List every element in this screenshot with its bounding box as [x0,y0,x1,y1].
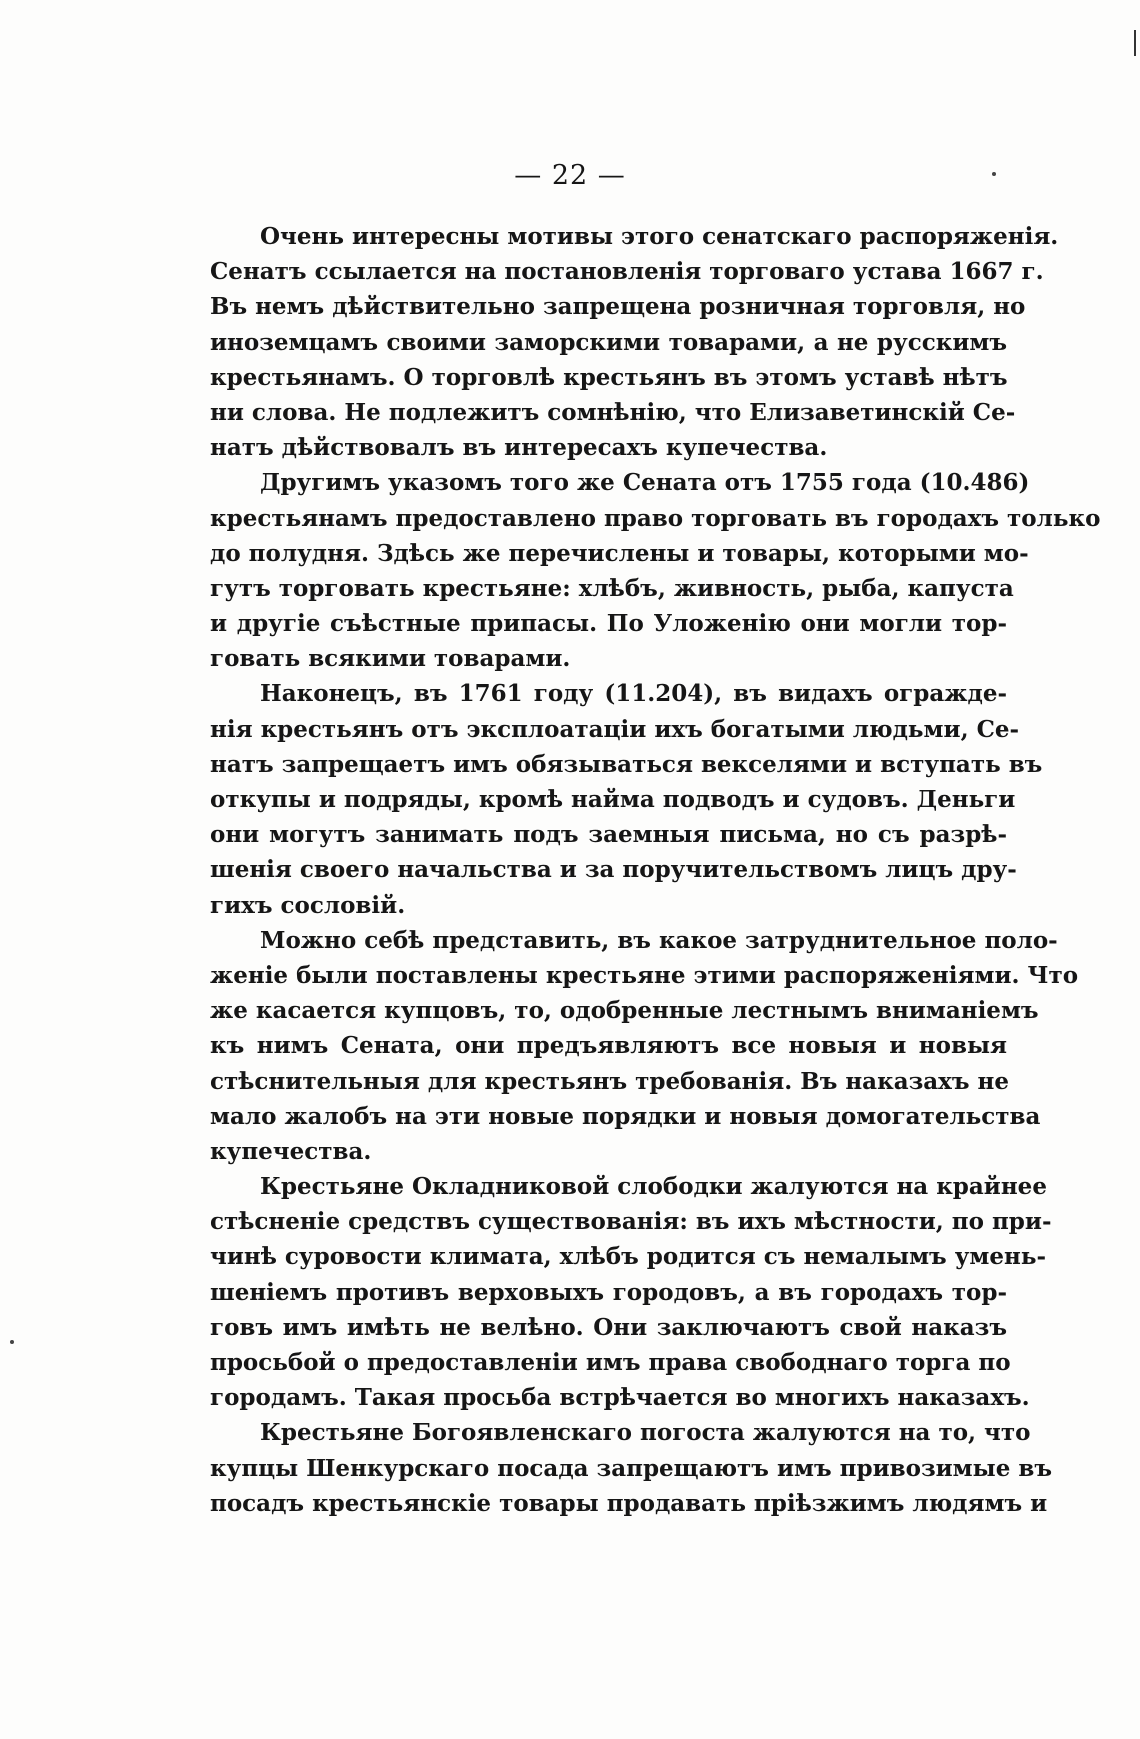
page-edge-mark [1134,30,1136,56]
text-line: Очень интересны мотивы этого сенатскаго распоряженія. [260,223,1059,250]
text-line: шенія своего начальства и за поручительствомъ лицъ дру- [210,856,1017,884]
text-line: иноземцамъ своими заморскими товарами, а не русскимъ [210,328,1007,356]
text-line: Крестьяне Окладниковой слободки жалуются на крайнее [260,1173,1047,1201]
text-line: Крестьяне Богоявленскаго погоста жалуются на то, что [260,1419,1031,1447]
text-line: Можно себѣ представить, въ какое затруднительное поло- [260,926,1058,954]
text-line: крестьянамъ. О торговлѣ крестьянъ въ этомъ уставѣ нѣтъ [210,363,1008,391]
text-line: гутъ торговать крестьяне: хлѣбъ, живность, рыба, капуста [210,574,1014,602]
text-line: Въ немъ дѣйствительно запрещена розничная торговля, но [210,293,1026,321]
text-line: нія крестьянъ отъ эксплоатаціи ихъ богатыми людьми, Се- [210,715,1020,743]
text-line: шеніемъ противъ верховыхъ городовъ, а въ городахъ тор- [210,1278,1007,1306]
text-line: стѣсненіе средствъ существованія: въ ихъ мѣстности, по при- [210,1208,1052,1236]
text-line: же касается купцовъ, то, одобренные лестнымъ вниманіемъ [210,997,1039,1025]
text-line: просьбой о предоставленіи имъ права свободнаго торга по [210,1349,1011,1376]
text-line: купечества. [210,1137,372,1165]
text-line: мало жалобъ на эти новые порядки и новыя домогательства [210,1102,1041,1130]
text-line: чинѣ суровости климата, хлѣбъ родится съ немалымъ умень- [210,1243,1047,1271]
text-line: городамъ. Такая просьба встрѣчается во многихъ наказахъ. [210,1384,1030,1412]
text-line: до полудня. Здѣсь же перечислены и товары, которыми мо- [210,539,1029,567]
text-line: натъ дѣйствовалъ въ интересахъ купечества. [210,434,828,462]
text-line: купцы Шенкурскаго посада запрещаютъ имъ привозимые въ [210,1454,1052,1482]
text-line: женіе были поставлены крестьяне этими распоряженіями. Что [210,961,1079,989]
text-line: гихъ сословій. [210,891,406,919]
text-line: стѣснительныя для крестьянъ требованія. Въ наказахъ не [210,1067,1010,1095]
text-line: Другимъ указомъ того же Сената отъ 1755 года (10.486) [260,469,1030,497]
text-line: посадъ крестьянскіе товары продавать пріѣзжимъ людямъ и [210,1489,1048,1517]
text-line: Сенатъ ссылается на постановленія торговаго устава 1667 г. [210,258,1044,286]
text-line: ни слова. Не подлежитъ сомнѣнію, что Елизаветинскій Се- [210,398,1016,426]
text-line: говъ имъ имѣть не велѣно. Они заключаютъ свой наказъ [210,1313,1007,1341]
body-text [210,219,1101,1521]
text-line: и другіе съѣстные припасы. По Уложенію они могли тор- [210,610,1007,638]
text-line: натъ запрещаетъ имъ обязываться векселями и вступать въ [210,750,1043,778]
text-line: къ нимъ Сената, они предъявляютъ все новыя и новыя [210,1032,1007,1060]
text-line: откупы и подряды, кромѣ найма подводъ и судовъ. Деньги [210,786,1016,813]
text-line: Наконецъ, въ 1761 году (11.204), въ видахъ огражде- [260,680,1007,708]
text-line: крестьянамъ предоставлено право торговать въ городахъ только [210,504,1101,532]
text-line: говать всякими товарами. [210,645,571,673]
speck [10,1340,14,1344]
text-line: они могутъ занимать подъ заемныя письма, но съ разрѣ- [210,821,1007,849]
page-number: — 22 — [514,160,626,191]
